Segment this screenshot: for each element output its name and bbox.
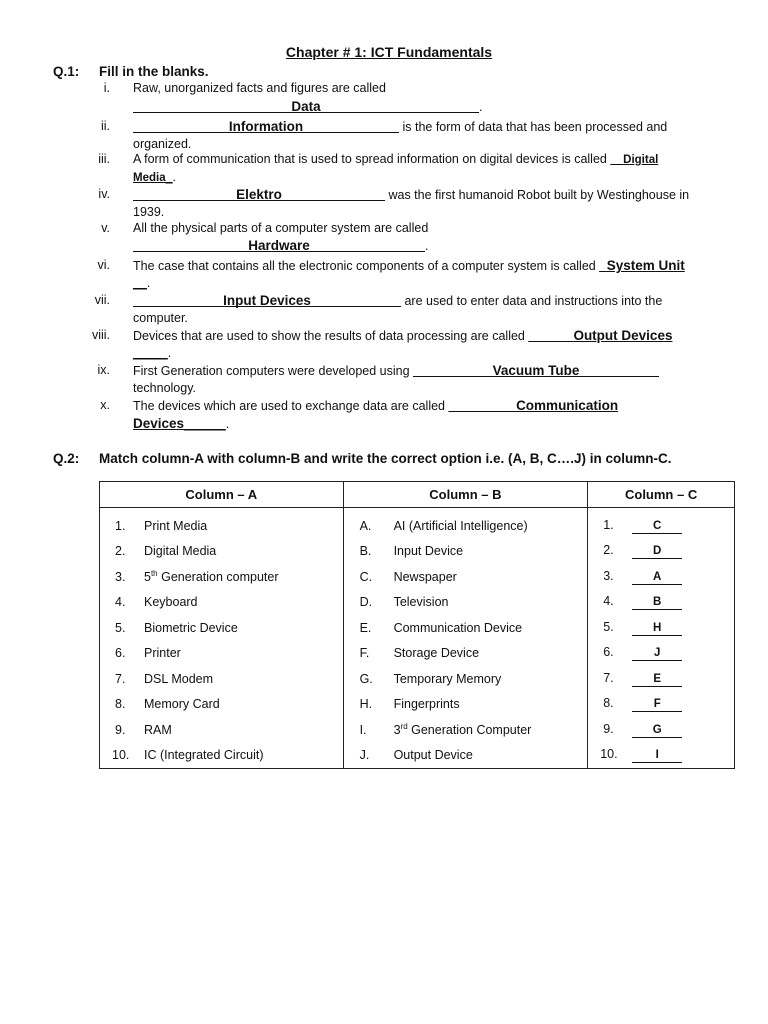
item-numeral: i. xyxy=(103,81,110,95)
item-text: is the form of data that has been processed and xyxy=(402,120,668,134)
column-c-answer: C xyxy=(632,520,682,534)
q2-heading xyxy=(53,451,753,469)
column-c-answer: D xyxy=(632,545,682,559)
item-text: Devices that are used to show the results of data processing are called xyxy=(133,329,525,343)
item-numeral: v. xyxy=(101,221,110,235)
item-text: are used to enter data and instructions into the xyxy=(404,294,663,308)
item-text: was the first humanoid Robot built by Westinghouse in xyxy=(388,188,690,202)
table-row: 9. RAM I. 3rd Generation Computer 9. G xyxy=(100,717,735,743)
item-text: The case that contains all the electronic components of a computer system is called xyxy=(133,259,596,273)
answer-blank: Elektro xyxy=(133,186,385,201)
q1-number: Q.1: xyxy=(53,64,80,79)
table-row: 4. Keyboard D. Television 4. B xyxy=(100,590,735,616)
column-c-header: Column – C xyxy=(588,482,735,508)
column-a-cell: Printer xyxy=(144,646,181,661)
column-a-cell: Digital Media xyxy=(144,544,217,559)
answer-blank: Vacuum Tube xyxy=(413,362,659,377)
table-row: 2. Digital Media B. Input Device 2. D xyxy=(100,539,735,565)
answer-blank: ______Output Devices xyxy=(528,328,673,343)
table-row: 1. Print Media A. AI (Artificial Intelligence) 1. C xyxy=(100,508,735,539)
item-text: computer. xyxy=(133,311,188,325)
answer-blank: Hardware xyxy=(133,237,425,252)
column-a-cell: Keyboard xyxy=(144,595,198,610)
column-a-cell: DSL Modem xyxy=(144,671,214,686)
item-numeral: vii. xyxy=(94,293,110,307)
column-b-cell: Input Device xyxy=(393,544,464,559)
table-row: 10. IC (Integrated Circuit) J. Output Device 10. I xyxy=(100,743,735,769)
answer-blank: Data xyxy=(133,98,479,113)
page-title: Chapter # 1: ICT Fundamentals xyxy=(285,44,493,60)
answer-blank: Input Devices xyxy=(133,292,401,307)
column-b-cell: Fingerprints xyxy=(393,697,460,712)
column-c-answer: E xyxy=(632,673,682,687)
item-numeral: ix. xyxy=(97,363,110,377)
column-a-cell: IC (Integrated Circuit) xyxy=(144,748,264,763)
item-text: The devices which are used to exchange data are called xyxy=(133,399,445,413)
column-c-answer: A xyxy=(632,571,682,585)
column-b-cell: Temporary Memory xyxy=(393,671,502,686)
item-text: Raw, unorganized facts and figures are called xyxy=(133,81,386,95)
column-b-cell: 3rd Generation Computer xyxy=(393,722,532,738)
answer-blank: Media xyxy=(133,172,166,184)
answer-blank: Devices xyxy=(133,416,185,431)
item-numeral: viii. xyxy=(91,328,110,342)
item-text: organized. xyxy=(133,137,192,151)
column-b-cell: Newspaper xyxy=(393,569,457,584)
item-text: . xyxy=(172,170,177,184)
item-numeral: iii. xyxy=(98,152,110,166)
item-text: technology. xyxy=(133,381,197,395)
item-numeral: vi. xyxy=(97,258,110,272)
item-text: 1939. xyxy=(133,205,165,219)
column-b-cell: AI (Artificial Intelligence) xyxy=(393,518,528,533)
item-text: All the physical parts of a computer system are called xyxy=(133,221,429,235)
column-c-answer: F xyxy=(632,698,682,712)
item-text: . xyxy=(167,346,172,360)
column-c-answer: B xyxy=(632,596,682,610)
table-row: 3. 5th Generation computer C. Newspaper 3. A xyxy=(100,564,735,590)
q2-number: Q.2: xyxy=(53,451,80,466)
item-numeral: ii. xyxy=(100,119,110,133)
column-b-cell: Storage Device xyxy=(393,646,480,661)
item-text: . xyxy=(425,239,429,253)
item-numeral: x. xyxy=(100,398,110,412)
column-a-cell: Print Media xyxy=(144,518,208,533)
column-a-cell: RAM xyxy=(144,722,172,737)
table-row: 6. Printer F. Storage Device 6. J xyxy=(100,641,735,667)
column-a-cell: Memory Card xyxy=(144,697,220,712)
item-text: . xyxy=(479,100,483,114)
column-b-cell: Television xyxy=(393,595,449,610)
column-c-answer: J xyxy=(632,647,682,661)
table-row: 8. Memory Card H. Fingerprints 8. F xyxy=(100,692,735,718)
q2-heading-text: Match column-A with column-B and write the correct option i.e. (A, B, C….J) in column-C. xyxy=(99,451,672,466)
answer-blank: _________Communication xyxy=(448,398,619,413)
item-text: A form of communication that is used to spread information on digital devices is called xyxy=(133,152,607,166)
column-c-answer: I xyxy=(632,749,682,763)
item-text: First Generation computers were developed using xyxy=(133,364,410,378)
column-a-cell: Biometric Device xyxy=(144,620,238,635)
answer-blank: __Digital xyxy=(610,154,659,166)
column-a-cell: 5th Generation computer xyxy=(144,569,279,585)
column-c-answer: H xyxy=(632,622,682,636)
item-text: . xyxy=(146,276,151,290)
column-b-header: Column – B xyxy=(343,482,588,508)
column-b-cell: Communication Device xyxy=(393,620,523,635)
matching-table xyxy=(99,481,735,769)
answer-blank: _System Unit xyxy=(599,258,685,273)
table-row: 5. Biometric Device E. Communication Device 5. H xyxy=(100,615,735,641)
answer-blank: Information xyxy=(133,118,399,133)
column-b-cell: Output Device xyxy=(393,748,473,763)
table-row: 7. DSL Modem G. Temporary Memory 7. E xyxy=(100,666,735,692)
item-text: . xyxy=(225,417,230,431)
q1-heading-text: Fill in the blanks. xyxy=(99,64,209,79)
column-c-answer: G xyxy=(632,724,682,738)
item-numeral: iv. xyxy=(98,187,110,201)
column-a-header: Column – A xyxy=(100,482,344,508)
